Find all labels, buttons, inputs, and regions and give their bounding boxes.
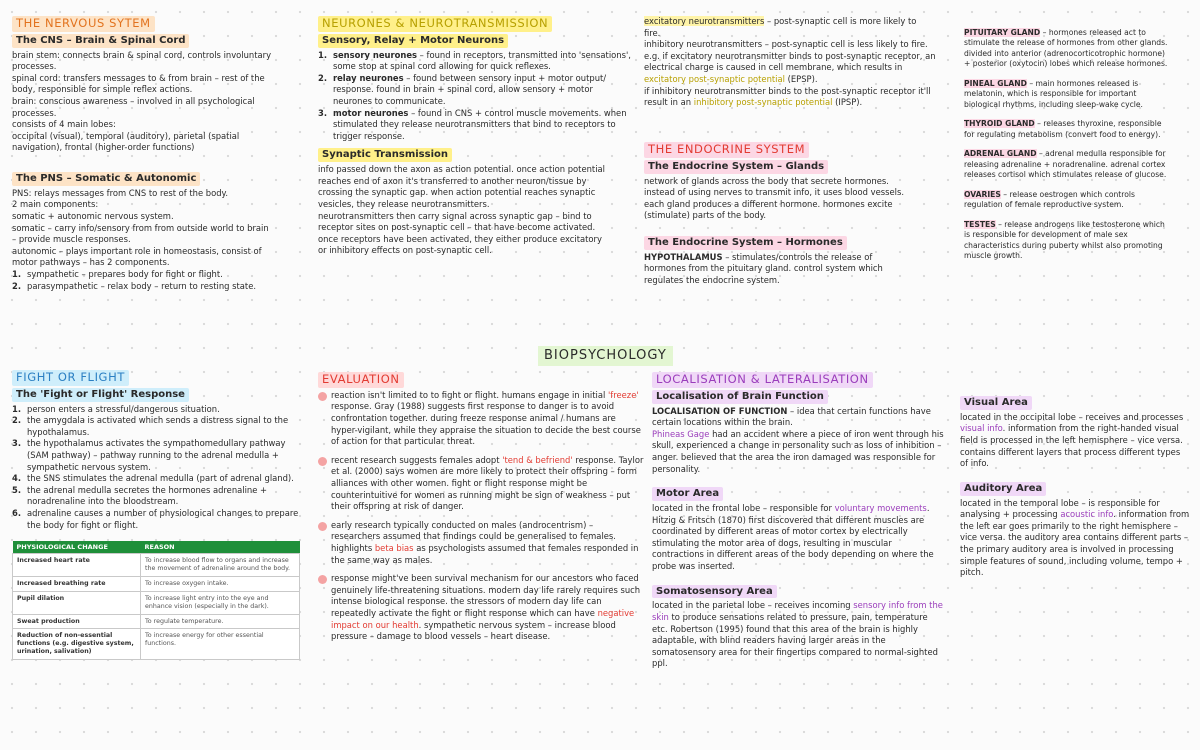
- list-text: sympathetic – prepares body for fight or flight.: [27, 268, 223, 279]
- text: – release oestrogen which controls: [1000, 189, 1135, 199]
- list-number: 1.: [12, 268, 22, 279]
- list-item: [12, 473, 304, 485]
- fight-or-flight-list: [12, 404, 304, 532]
- motor-area-subtitle: Motor Area: [652, 487, 723, 501]
- text-line: – provide muscle responses.: [12, 234, 131, 245]
- text: reaction isn't limited to to fight or flight. humans engage in initial: [331, 389, 606, 400]
- text: located in the occipital lobe – receives and processes: [960, 411, 1184, 422]
- synaptic-subtitle: Synaptic Transmission: [318, 148, 452, 162]
- endocrine-hormones-subtitle: The Endocrine System – Hormones: [644, 236, 847, 250]
- gland-name: OVARIES: [964, 189, 1001, 199]
- neuron-type: sensory neurones: [333, 49, 417, 60]
- gland-name: THYROID GLAND: [964, 119, 1035, 129]
- highlight-text: 'freeze': [607, 389, 639, 400]
- gland-name: PINEAL GLAND: [964, 78, 1027, 88]
- localisation-subtitle: Localisation of Brain Function: [652, 390, 828, 404]
- cortex-areas-section: [960, 396, 1190, 579]
- text: response. Gray (1988) suggests first response to danger is to avoid confrontation together. during freeze response animal / humans are hyper-vigilant, while they appraise the situation to decide the best course of action for that particular threat.: [331, 401, 641, 447]
- text-line: PNS: relays messages from CNS to rest of the body.: [12, 187, 228, 198]
- list-text: the amygdala is activated which sends a distress signal to the hypothalamus.: [27, 415, 289, 437]
- list-text: – found in CNS + control muscle movements. when stimulated they release neurotransmitters that bind to receptors to trigger response.: [333, 107, 627, 141]
- text-line: muscle growth.: [964, 250, 1023, 260]
- table-row: [13, 591, 300, 614]
- text: – release androgens like testosterone which: [995, 219, 1165, 229]
- hypothalamus-label: HYPOTHALAMUS: [644, 251, 723, 262]
- highlight-text: Phineas Gage: [652, 428, 710, 439]
- text-line: crossing the synaptic gap. when action potential reaches synaptic: [318, 187, 596, 198]
- table-cell: Sweat production: [13, 614, 141, 629]
- text-line: hormones from the pituitary gland. control system which: [644, 263, 883, 274]
- text-line: each gland produces a different hormone. hormones excite: [644, 198, 893, 209]
- list-number: 1.: [318, 49, 328, 60]
- text-line: once receptors have been activated, they either produce excitatory: [318, 233, 602, 244]
- neurones-list: [318, 50, 634, 143]
- text-line: vesicles, they release neurotransmitters.: [318, 198, 490, 209]
- text-line: regulates the endocrine system.: [644, 275, 780, 286]
- text-line: (stimulate) parts of the body.: [644, 210, 767, 221]
- text-line: brain: conscious awareness – involved in all psychological: [12, 96, 255, 107]
- text-line: somatic – carry info/sensory from from outside world to brain: [12, 222, 269, 233]
- localisation-title: LOCALISATION & LATERALISATION: [652, 372, 873, 388]
- text: . sympathetic nervous system – increase blood pressure – damage to blood vessels – heart disease.: [331, 619, 616, 642]
- text-line: info passed down the axon as action potential. once action potential: [318, 164, 605, 175]
- table-cell: Reduction of non-essential functions (e.g. digestive system, urination, salivation): [13, 629, 141, 660]
- list-item: [12, 508, 304, 531]
- list-item: [12, 485, 304, 508]
- neurones-section: [318, 16, 634, 257]
- highlight-text: 'tend & befriend': [502, 454, 573, 465]
- list-item: [12, 438, 304, 473]
- gland-name: TESTES: [964, 219, 996, 229]
- neuron-type: relay neurones: [333, 72, 404, 83]
- table-row: [13, 629, 300, 660]
- list-text: – found in receptors, transmitted into 'sensations', some stop at spinal cord allowing for quick reflexes.: [333, 49, 631, 72]
- text: recent research suggests females adopt: [331, 454, 503, 465]
- text-line: divided into anterior (adrenocorticotrophic hormone): [964, 48, 1165, 58]
- gland-entry: [964, 28, 1190, 70]
- page-title: BIOPSYCHOLOGY: [538, 346, 673, 366]
- text-line: is responsible for development of male sex: [964, 230, 1128, 240]
- glands-section: [964, 28, 1190, 270]
- text-line: body, responsible for simple reflex actions.: [12, 84, 193, 95]
- text: – idea that certain functions have certain locations within the brain.: [652, 405, 931, 428]
- highlight-text: voluntary movements: [834, 503, 927, 514]
- gland-entry: [964, 149, 1190, 180]
- text-line: autonomic – plays important role in homeostasis, consist of: [12, 245, 262, 256]
- evaluation-point: [318, 455, 644, 513]
- text-line: characteristics during puberty whilst also promoting: [964, 240, 1163, 250]
- table-header-cell: PHYSIOLOGICAL CHANGE: [13, 541, 141, 554]
- highlight-text: excitatory post-synaptic potential: [644, 73, 785, 84]
- text: had an accident where a piece of iron went through his skull, experienced a change in personality such as loss of inhibition – anger. believed that the area the iron damaged was responsible for personality.: [652, 428, 944, 474]
- table-cell: Increased breathing rate: [13, 577, 141, 592]
- text-line: brain stem: connects brain & spinal cord, controls involuntary: [12, 49, 272, 60]
- text-line: neurotransmitters then carry signal across synaptic gap – bind to: [318, 210, 592, 221]
- cns-text: [12, 50, 304, 154]
- list-number: 2.: [12, 280, 22, 291]
- list-item: [318, 108, 634, 143]
- text-line: electrical charge is caused in cell membrane, which results in: [644, 62, 903, 73]
- neurones-subtitle: Sensory, Relay + Motor Neurons: [318, 34, 508, 48]
- text-line: stimulate the release of hormones from other glands.: [964, 38, 1168, 48]
- text-line: network of glands across the body that secrete hormones.: [644, 175, 889, 186]
- localisation-section: [652, 372, 944, 670]
- bullet-icon: [318, 392, 327, 401]
- list-number: 2.: [318, 72, 328, 83]
- list-item: [318, 73, 634, 108]
- text: (EPSP).: [784, 73, 818, 84]
- text: – main hormones released is: [1026, 78, 1139, 88]
- pns-text: [12, 188, 304, 269]
- text-line: spinal cord: transfers messages to & from brain – rest of the: [12, 72, 265, 83]
- text-line: instead of using nerves to transmit info, it uses blood vessels.: [644, 187, 904, 198]
- evaluation-section: [318, 372, 644, 650]
- list-item: [12, 415, 304, 438]
- bullet-icon: [318, 575, 327, 584]
- text: – adrenal medulla responsible for: [1036, 149, 1166, 159]
- neuron-type: motor neurones: [333, 107, 409, 118]
- endocrine-glands-subtitle: The Endocrine System – Glands: [644, 160, 828, 174]
- list-number: 3.: [12, 438, 22, 449]
- neurotransmitter-effects: [644, 16, 938, 109]
- list-text: the adrenal medulla secretes the hormones adrenaline + noradrenaline into the bloodstream.: [27, 484, 268, 507]
- pns-list: [12, 269, 304, 292]
- text-line: reaches end of axon it's transferred to another neuron/tissue by: [318, 175, 587, 186]
- list-item: [12, 281, 304, 293]
- list-text: person enters a stressful/dangerous situation.: [27, 403, 220, 414]
- text-line: receptor sites on post-synaptic cell – that have become activated.: [318, 222, 596, 233]
- text: to produce sensations related to pressure, pain, temperature etc. Robertson (1995) found that this area of the brain is highly adaptable, with blind readers having larger areas in the somatosensory area for their fingertips compared to normal-sighted ppl.: [652, 611, 938, 669]
- text: located in the frontal lobe – responsible for: [652, 503, 835, 514]
- text: as psychologists assumed that females responded in the same way as males.: [331, 542, 639, 565]
- fight-or-flight-section: [12, 370, 304, 660]
- fight-or-flight-subtitle: The 'Fight or Flight' Response: [12, 388, 189, 402]
- table-row: [13, 577, 300, 592]
- evaluation-point: [318, 390, 644, 448]
- evaluation-point: [318, 520, 644, 566]
- nervous-system-section: [12, 16, 304, 292]
- list-text: the hypothalamus activates the sympathomedullary pathway (SAM pathway) – pathway running to the adrenal medulla + sympathetic nervous system.: [27, 438, 286, 472]
- list-text: parasympathetic – relax body – return to resting state.: [27, 280, 257, 291]
- text-line: navigation), frontal (higher-order functions): [12, 142, 195, 153]
- list-number: 6.: [12, 508, 22, 518]
- list-text: – found between sensory input + motor output/ response. found in brain + spinal cord, allow sensory + motor neurones to communicate.: [333, 72, 607, 107]
- list-item: [12, 269, 304, 281]
- table-cell: To increase blood flow to organs and increase the movement of adrenaline around the body.: [141, 554, 300, 577]
- evaluation-title: EVALUATION: [318, 372, 404, 388]
- text: located in the temporal lobe – is responsible for analysing + processing: [960, 497, 1160, 520]
- gland-entry: [964, 119, 1190, 140]
- text: response. Taylor et al. (2000) says women are more likely to protect their offspring – form alliances with other women. fight or flight response might be counterintuitive for women as running might be sign of weakness – put their offspring at risk of danger.: [331, 454, 644, 512]
- text-line: e.g. if excitatory neurotransmitter binds to post-synaptic receptor, an: [644, 50, 936, 61]
- cns-subtitle: The CNS – Brain & Spinal Cord: [12, 34, 189, 48]
- text-line: if inhibitory neurotransmitter binds to the post-synaptic receptor it'll: [644, 85, 931, 96]
- text: result in an: [644, 97, 694, 108]
- text-line: somatic + autonomic nervous system.: [12, 210, 174, 221]
- text-line: regulation of female reproductive system.: [964, 200, 1124, 210]
- text: located in the parietal lobe – receives incoming: [652, 600, 854, 611]
- text: . Hitzig & Fritsch (1870) first discovered that different muscles are coordinated by different areas of motor cortex by electrically stimulating the motor area of dogs, resulting in muscular contractions in different areas of the body depending on where the probe was inserted.: [652, 503, 934, 571]
- text-line: fire.: [644, 27, 661, 38]
- list-text: adrenaline causes a number of physiological changes to prepare the body for fight or flight.: [27, 508, 299, 530]
- list-number: 3.: [318, 107, 328, 118]
- text-line: consists of 4 main lobes:: [12, 119, 116, 130]
- text-line: processes.: [12, 107, 57, 118]
- highlight-text: visual info: [960, 423, 1003, 434]
- list-item: [12, 404, 304, 416]
- highlight-text: sensory info from the skin: [652, 600, 943, 622]
- text-line: inhibitory neurotransmitters – post-synaptic cell is less likely to fire.: [644, 39, 928, 50]
- text: – stimulates/controls the release of: [722, 251, 873, 262]
- text: (IPSP).: [832, 97, 863, 108]
- gland-name: ADRENAL GLAND: [964, 149, 1037, 159]
- list-number: 1.: [12, 403, 22, 414]
- pns-subtitle: The PNS – Somatic & Autonomic: [12, 172, 200, 186]
- table-row: [13, 554, 300, 577]
- neurones-title: NEURONES & NEUROTRANSMISSION: [318, 16, 552, 32]
- fight-or-flight-title: FIGHT OR FLIGHT: [12, 370, 129, 386]
- text-line: motor pathways – has 2 components.: [12, 257, 170, 268]
- visual-area-subtitle: Visual Area: [960, 396, 1032, 410]
- gland-entry: [964, 190, 1190, 211]
- table-cell: To increase light entry into the eye and enhance vision (especially in the dark).: [141, 591, 300, 614]
- table-cell: Pupil dilation: [13, 591, 141, 614]
- gland-entry: [964, 220, 1190, 262]
- auditory-area-subtitle: Auditory Area: [960, 482, 1046, 496]
- synaptic-text: [318, 164, 634, 257]
- text-line: + posterior (oxytocin) lobes which release hormones.: [964, 59, 1168, 69]
- table-cell: To regulate temperature.: [141, 614, 300, 629]
- highlight-text: inhibitory post-synaptic potential: [693, 97, 833, 108]
- endocrine-section: [644, 142, 938, 287]
- evaluation-point: [318, 573, 644, 643]
- list-number: 5.: [12, 484, 22, 495]
- text-line: biological rhythms, including sleep-wake cycle.: [964, 99, 1143, 109]
- list-number: 2.: [12, 415, 22, 426]
- text: – releases thyroxine, responsible: [1034, 119, 1162, 129]
- text-line: or inhibitory effects on post-synaptic cell.: [318, 245, 492, 256]
- highlight-text: excitatory neurotransmitters: [644, 16, 765, 26]
- text: early research typically conducted on males (androcentrism) – researchers assumed that findings could be generalised to females. highlights: [331, 519, 616, 553]
- text: – post-synaptic cell is more likely to: [764, 16, 917, 26]
- table-header-row: [13, 541, 300, 554]
- text-line: occipital (visual), temporal (auditory), parietal (spatial: [12, 130, 240, 141]
- text-line: releases cortisol which stimulates release of glucose.: [964, 170, 1167, 180]
- highlight-text: beta bias: [374, 542, 414, 553]
- list-number: 4.: [12, 473, 22, 484]
- endocrine-title: THE ENDOCRINE SYSTEM: [644, 142, 809, 158]
- table-cell: Increased heart rate: [13, 554, 141, 577]
- table-cell: To increase oxygen intake.: [141, 577, 300, 592]
- text-line: 2 main components:: [12, 199, 99, 210]
- text: – hormones released act to: [1040, 28, 1146, 37]
- text: . information from the left ear goes primarily to the right hemisphere – vice versa. the auditory area contains different parts – the primary auditory area is involved in processing simple features of sound, including volume, tempo + pitch.: [960, 509, 1190, 578]
- text: response might've been survival mechanism for our ancestors who faced genuinely life-threatening situations. modern day life rarely requires such intense biological response. the stressors of modern day life can repeatedly activate the fight or flight response which can have: [331, 573, 641, 618]
- bullet-icon: [318, 457, 327, 466]
- gland-name: PITUITARY GLAND: [964, 28, 1041, 37]
- nervous-system-title: THE NERVOUS SYTEM: [12, 16, 155, 32]
- physiological-changes-table: [12, 541, 300, 660]
- table-row: [13, 614, 300, 629]
- highlight-text: acoustic info: [1060, 509, 1114, 520]
- text-line: melatonin, which is responsible for important: [964, 89, 1137, 99]
- text-line: processes.: [12, 61, 57, 72]
- text-line: for regulating metabolism (convert food to energy).: [964, 129, 1161, 139]
- text: . information from the right-handed visual field is processed in the left hemisphere – vice versa. contains different layers that process different types of info.: [960, 423, 1183, 469]
- table-header-cell: REASON: [141, 541, 300, 554]
- highlight-text: negative impact on our health: [331, 607, 635, 630]
- list-item: [318, 50, 634, 73]
- list-text: the SNS stimulates the adrenal medulla (part of adrenal gland).: [27, 473, 294, 484]
- bullet-icon: [318, 522, 327, 531]
- somatosensory-area-subtitle: Somatosensory Area: [652, 585, 777, 599]
- gland-entry: [964, 79, 1190, 110]
- table-cell: To increase energy for other essential functions.: [141, 629, 300, 660]
- localisation-term: LOCALISATION OF FUNCTION: [652, 405, 788, 416]
- text-line: releasing adrenaline + noradrenaline. adrenal cortex: [964, 159, 1166, 169]
